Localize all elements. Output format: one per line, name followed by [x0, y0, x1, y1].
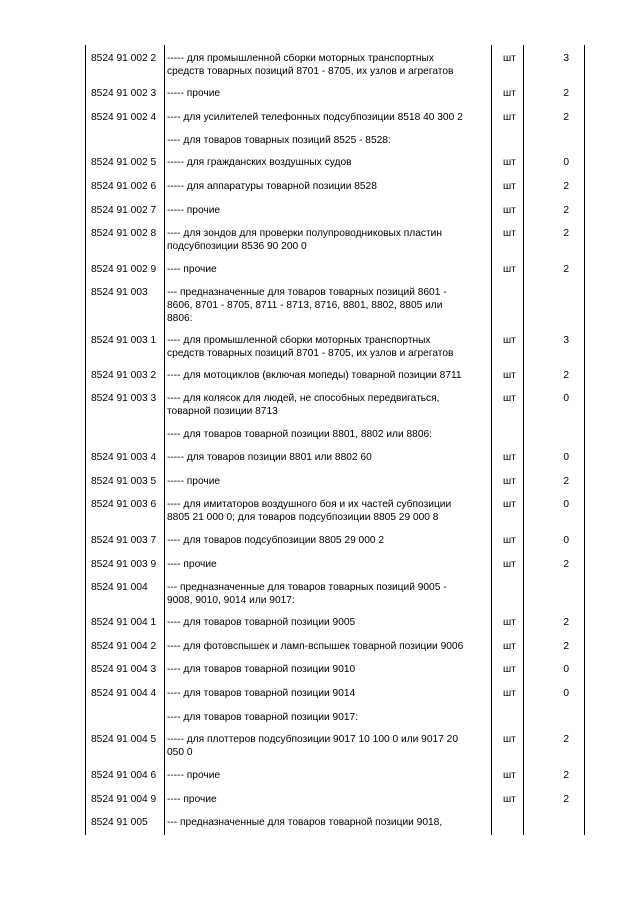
description-line: ----- для гражданских воздушных судов — [167, 157, 352, 168]
description-line: ----- прочие — [167, 205, 221, 216]
table-border-left — [85, 45, 86, 835]
tariff-code: 8524 91 004 5 — [91, 734, 157, 745]
description-line: ---- для товаров товарной позиции 9005 — [167, 617, 356, 628]
tariff-code: 8524 91 002 2 — [91, 53, 157, 64]
unit-of-measure: шт — [503, 559, 516, 570]
description-line: ----- прочие — [167, 770, 221, 781]
tariff-code: 8524 91 002 3 — [91, 88, 157, 99]
duty-rate: 0 — [563, 688, 569, 699]
unit-of-measure: шт — [503, 393, 516, 404]
goods-description — [167, 498, 489, 524]
unit-of-measure: шт — [503, 112, 516, 123]
duty-rate: 2 — [563, 617, 569, 628]
goods-description — [167, 369, 489, 382]
unit-of-measure: шт — [503, 335, 516, 346]
goods-description — [167, 451, 489, 464]
goods-description — [167, 156, 489, 169]
description-line: ---- для товаров товарных позиций 8525 - 8528: — [167, 135, 391, 146]
tariff-code: 8524 91 003 9 — [91, 559, 157, 570]
column-divider — [491, 45, 492, 835]
duty-rate: 2 — [563, 228, 569, 239]
unit-of-measure: шт — [503, 264, 516, 275]
tariff-code: 8524 91 004 — [91, 582, 148, 593]
unit-of-measure: шт — [503, 370, 516, 381]
description-line: ----- для промышленной сборки моторных транспортных — [167, 53, 434, 64]
table-border-right — [584, 45, 585, 835]
tariff-code: 8524 91 003 7 — [91, 535, 157, 546]
tariff-code: 8524 91 004 1 — [91, 617, 157, 628]
goods-description — [167, 769, 489, 782]
goods-description — [167, 263, 489, 276]
tariff-table — [85, 45, 585, 835]
description-line: 8805 21 000 0; для товаров подсубпозиции 8805 29 000 8 — [167, 512, 439, 523]
goods-description — [167, 640, 489, 653]
description-line: ---- прочие — [167, 559, 217, 570]
goods-description — [167, 475, 489, 488]
description-line: ---- для товаров подсубпозиции 8805 29 000 2 — [167, 535, 385, 546]
description-line: ----- для плоттеров подсубпозиции 9017 10 100 0 или 9017 20 — [167, 734, 458, 745]
goods-description — [167, 52, 489, 78]
description-line: средств товарных позиций 8701 - 8705, их узлов и агрегатов — [167, 348, 454, 359]
unit-of-measure: шт — [503, 181, 516, 192]
duty-rate: 2 — [563, 205, 569, 216]
goods-description — [167, 558, 489, 571]
description-line: ---- для фотовспышек и ламп-вспышек товарной позиции 9006 — [167, 641, 464, 652]
tariff-code: 8524 91 004 3 — [91, 664, 157, 675]
unit-of-measure: шт — [503, 794, 516, 805]
description-line: ---- для колясок для людей, не способных передвигаться, — [167, 393, 440, 404]
description-line: ----- для аппаратуры товарной позиции 8528 — [167, 181, 377, 192]
description-line: ----- прочие — [167, 88, 221, 99]
unit-of-measure: шт — [503, 53, 516, 64]
goods-description — [167, 687, 489, 700]
goods-description — [167, 616, 489, 629]
duty-rate: 0 — [563, 499, 569, 510]
goods-description — [167, 581, 489, 607]
tariff-code: 8524 91 003 5 — [91, 476, 157, 487]
tariff-code: 8524 91 002 7 — [91, 205, 157, 216]
duty-rate: 2 — [563, 88, 569, 99]
description-line: ---- прочие — [167, 264, 217, 275]
duty-rate: 2 — [563, 641, 569, 652]
description-line: 8606, 8701 - 8705, 8711 - 8713, 8716, 8801, 8802, 8805 или — [167, 300, 443, 311]
description-line: ---- для товаров товарной позиции 9017: — [167, 712, 359, 723]
tariff-code: 8524 91 002 9 — [91, 264, 157, 275]
duty-rate: 2 — [563, 559, 569, 570]
tariff-code: 8524 91 002 6 — [91, 181, 157, 192]
tariff-code: 8524 91 003 2 — [91, 370, 157, 381]
tariff-code: 8524 91 004 2 — [91, 641, 157, 652]
goods-description — [167, 428, 489, 441]
unit-of-measure: шт — [503, 205, 516, 216]
description-line: --- предназначенные для товаров товарных позиций 9005 - — [167, 582, 447, 593]
duty-rate: 2 — [563, 770, 569, 781]
tariff-code: 8524 91 002 8 — [91, 228, 157, 239]
description-line: ---- для усилителей телефонных подсубпозиции 8518 40 300 2 — [167, 112, 463, 123]
tariff-code: 8524 91 003 4 — [91, 452, 157, 463]
unit-of-measure: шт — [503, 734, 516, 745]
duty-rate: 2 — [563, 370, 569, 381]
goods-description — [167, 711, 489, 724]
tariff-code: 8524 91 005 — [91, 817, 148, 828]
description-line: ---- для промышленной сборки моторных транспортных — [167, 335, 431, 346]
description-line: средств товарных позиций 8701 - 8705, их узлов и агрегатов — [167, 66, 454, 77]
unit-of-measure: шт — [503, 535, 516, 546]
goods-description — [167, 134, 489, 147]
goods-description — [167, 111, 489, 124]
unit-of-measure: шт — [503, 688, 516, 699]
goods-description — [167, 392, 489, 418]
duty-rate: 0 — [563, 452, 569, 463]
tariff-code: 8524 91 004 6 — [91, 770, 157, 781]
description-line: ---- для товаров товарной позиции 8801, 8802 или 8806: — [167, 429, 432, 440]
description-line: 9008, 9010, 9014 или 9017: — [167, 595, 295, 606]
goods-description — [167, 816, 489, 829]
unit-of-measure: шт — [503, 641, 516, 652]
description-line: товарной позиции 8713 — [167, 406, 278, 417]
duty-rate: 2 — [563, 734, 569, 745]
tariff-code: 8524 91 003 3 — [91, 393, 157, 404]
goods-description — [167, 793, 489, 806]
description-line: --- предназначенные для товаров товарной позиции 9018, — [167, 817, 443, 828]
goods-description — [167, 334, 489, 360]
duty-rate: 2 — [563, 112, 569, 123]
goods-description — [167, 87, 489, 100]
tariff-code: 8524 91 002 4 — [91, 112, 157, 123]
duty-rate: 2 — [563, 264, 569, 275]
tariff-code: 8524 91 004 9 — [91, 794, 157, 805]
duty-rate: 0 — [563, 157, 569, 168]
tariff-code: 8524 91 003 6 — [91, 499, 157, 510]
duty-rate: 2 — [563, 476, 569, 487]
goods-description — [167, 286, 489, 325]
goods-description — [167, 227, 489, 253]
description-line: ----- прочие — [167, 476, 221, 487]
unit-of-measure: шт — [503, 228, 516, 239]
description-line: ---- для товаров товарной позиции 9014 — [167, 688, 356, 699]
unit-of-measure: шт — [503, 88, 516, 99]
description-line: --- предназначенные для товаров товарных позиций 8601 - — [167, 287, 447, 298]
goods-description — [167, 733, 489, 759]
description-line: ---- для мотоциклов (включая мопеды) товарной позиции 8711 — [167, 370, 462, 381]
duty-rate: 0 — [563, 535, 569, 546]
description-line: ----- для товаров позиции 8801 или 8802 60 — [167, 452, 372, 463]
duty-rate: 3 — [563, 53, 569, 64]
unit-of-measure: шт — [503, 617, 516, 628]
description-line: 050 0 — [167, 747, 193, 758]
unit-of-measure: шт — [503, 476, 516, 487]
tariff-code: 8524 91 003 1 — [91, 335, 157, 346]
description-line: ---- для товаров товарной позиции 9010 — [167, 664, 356, 675]
unit-of-measure: шт — [503, 452, 516, 463]
description-line: ---- для зондов для проверки полупроводниковых пластин — [167, 228, 442, 239]
goods-description — [167, 663, 489, 676]
duty-rate: 2 — [563, 794, 569, 805]
description-line: подсубпозиции 8536 90 200 0 — [167, 241, 307, 252]
unit-of-measure: шт — [503, 499, 516, 510]
unit-of-measure: шт — [503, 157, 516, 168]
duty-rate: 3 — [563, 335, 569, 346]
duty-rate: 0 — [563, 393, 569, 404]
tariff-code: 8524 91 003 — [91, 287, 148, 298]
description-line: ---- для имитаторов воздушного боя и их частей субпозиции — [167, 499, 452, 510]
tariff-code: 8524 91 002 5 — [91, 157, 157, 168]
duty-rate: 0 — [563, 664, 569, 675]
unit-of-measure: шт — [503, 770, 516, 781]
goods-description — [167, 204, 489, 217]
duty-rate: 2 — [563, 181, 569, 192]
description-line: ---- прочие — [167, 794, 217, 805]
description-line: 8806: — [167, 313, 193, 324]
goods-description — [167, 180, 489, 193]
tariff-code: 8524 91 004 4 — [91, 688, 157, 699]
unit-of-measure: шт — [503, 664, 516, 675]
goods-description — [167, 534, 489, 547]
